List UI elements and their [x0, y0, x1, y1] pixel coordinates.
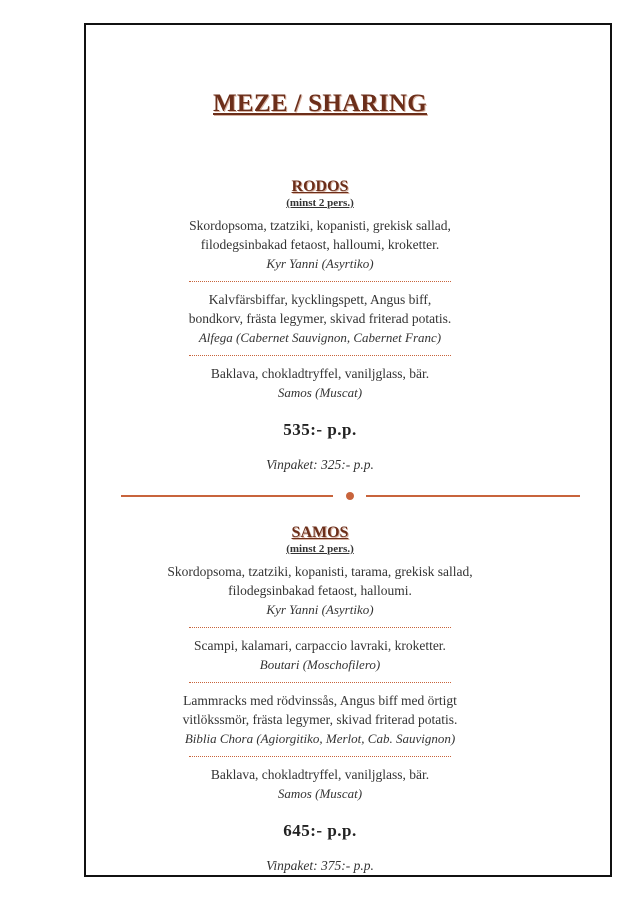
course-line: Baklava, chokladtryffel, vaniljglass, bär. — [210, 767, 430, 782]
course-line: Skordopsoma, tzatziki, kopanisti, tarama, grekisk sallad, — [167, 564, 473, 579]
wine-package: Vinpaket: 375:- p.p. — [266, 858, 374, 873]
divider-line-right — [366, 495, 580, 497]
section-divider — [121, 494, 580, 498]
page-title: MEZE / SHARING — [213, 90, 427, 117]
price: 535:- p.p. — [283, 420, 357, 439]
course-line: vitlökssmör, frästa legymer, skivad friterad potatis. — [182, 712, 458, 727]
wine-package: Vinpaket: 325:- p.p. — [266, 457, 374, 472]
wine-pairing: Samos (Muscat) — [277, 786, 363, 801]
section-rodos — [0, 178, 640, 474]
course — [0, 562, 640, 619]
course-line: Lammracks med rödvinssås, Angus biff med örtigt — [183, 693, 457, 708]
dotted-divider — [189, 355, 451, 356]
section-title: RODOS — [291, 178, 349, 195]
course — [0, 216, 640, 273]
course — [0, 290, 640, 347]
wine-pairing: Alfega (Cabernet Sauvignon, Cabernet Franc) — [198, 330, 442, 345]
course — [0, 364, 640, 402]
divider-dot-icon — [346, 492, 354, 500]
wine-pairing: Kyr Yanni (Asyrtiko) — [266, 602, 374, 617]
section-note: (minst 2 pers.) — [286, 197, 354, 209]
section-samos — [0, 524, 640, 875]
course-line: filodegsinbakad fetaost, halloumi. — [228, 583, 412, 598]
course-line: Baklava, chokladtryffel, vaniljglass, bär. — [210, 366, 430, 381]
course — [0, 691, 640, 748]
course-line: Skordopsoma, tzatziki, kopanisti, grekisk sallad, — [189, 218, 451, 233]
course — [0, 765, 640, 803]
section-title: SAMOS — [291, 524, 349, 541]
dotted-divider — [189, 756, 451, 757]
course-line: bondkorv, frästa legymer, skivad friterad potatis. — [188, 311, 452, 326]
wine-pairing: Kyr Yanni (Asyrtiko) — [266, 256, 374, 271]
wine-pairing: Biblia Chora (Agiorgitiko, Merlot, Cab. Sauvignon) — [184, 731, 456, 746]
section-note: (minst 2 pers.) — [286, 543, 354, 555]
wine-pairing: Boutari (Moschofilero) — [259, 657, 381, 672]
course-line: filodegsinbakad fetaost, halloumi, kroketter. — [200, 237, 440, 252]
dotted-divider — [189, 281, 451, 282]
course-line: Scampi, kalamari, carpaccio lavraki, kroketter. — [194, 638, 446, 653]
dotted-divider — [189, 627, 451, 628]
course-line: Kalvfärsbiffar, kycklingspett, Angus biff, — [208, 292, 432, 307]
wine-pairing: Samos (Muscat) — [277, 385, 363, 400]
price: 645:- p.p. — [283, 821, 357, 840]
dotted-divider — [189, 682, 451, 683]
divider-line-left — [121, 495, 333, 497]
course — [0, 636, 640, 674]
